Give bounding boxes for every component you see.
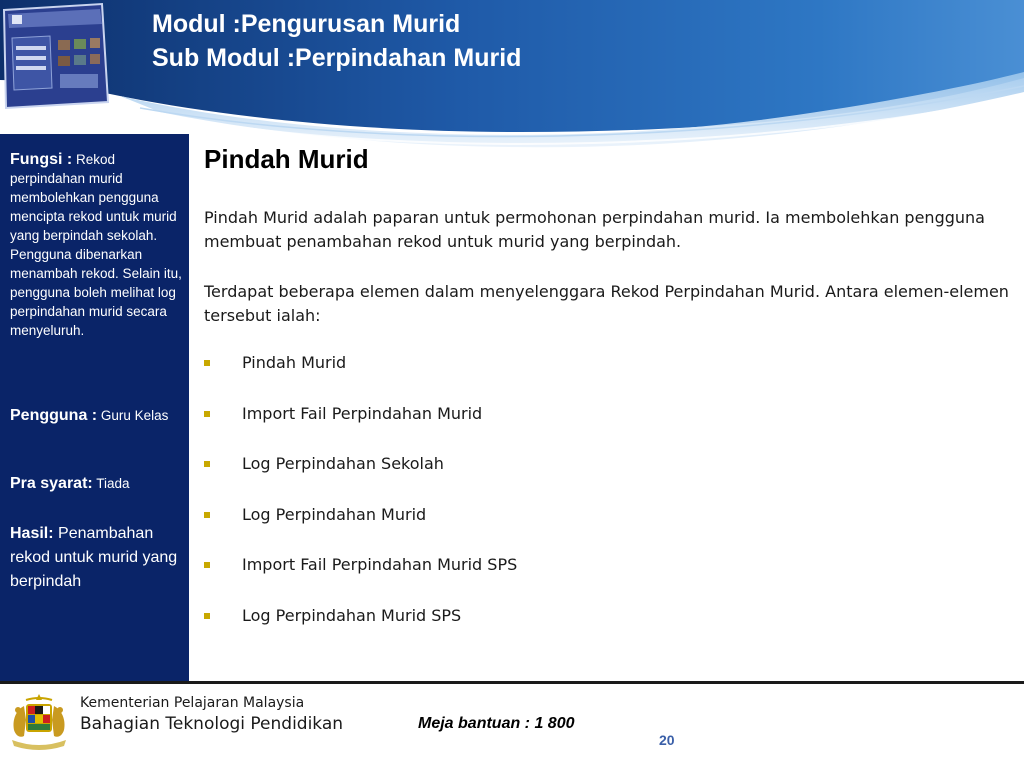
list-item-label: Log Perpindahan Murid [242, 505, 427, 524]
bullet-icon [204, 411, 210, 417]
prasyarat-label: Pra syarat: [10, 475, 93, 492]
slide-number: 20 [659, 732, 675, 748]
bullet-icon [204, 613, 210, 619]
pengguna-label: Pengguna : [10, 407, 98, 424]
intro-paragraph: Pindah Murid adalah paparan untuk permohonan perpindahan murid. Ia membolehkan pengguna membuat penambahan rekod untuk murid yang berpindah. [204, 208, 985, 251]
fungsi-block [10, 150, 192, 340]
fungsi-text: Rekod perpindahan murid membolehkan pengguna mencipta rekod untuk murid yang berpindah sekolah. Pengguna dibenarkan menambah rekod. Selain itu, pengguna boleh melihat log perpindahan murid secara menyeluruh. [10, 152, 182, 338]
module-title: Modul :Pengurusan Murid [152, 10, 461, 38]
prasyarat-block [10, 475, 192, 493]
hasil-block [10, 522, 192, 594]
helpdesk-number: Meja bantuan : 1 800 [418, 715, 575, 732]
bullet-icon [204, 512, 210, 518]
submodule-title: Sub Modul :Perpindahan Murid [152, 44, 522, 72]
content-title: Pindah Murid [204, 144, 369, 174]
elements-paragraph: Terdapat beberapa elemen dalam menyelenggara Rekod Perpindahan Murid. Antara elemen-elemen tersebut ialah: [204, 282, 1009, 325]
list-item-label: Pindah Murid [242, 353, 347, 372]
malaysia-crest-icon [4, 690, 74, 752]
list-item-label: Log Perpindahan Murid SPS [242, 606, 462, 625]
pengguna-block [10, 403, 192, 428]
system-screenshot-thumbnail [2, 2, 110, 110]
bullet-icon [204, 360, 210, 366]
ministry-name: Kementerian Pelajaran Malaysia [80, 695, 305, 711]
bullet-icon [204, 562, 210, 568]
footer-divider [0, 681, 1024, 684]
bullet-icon [204, 461, 210, 467]
info-sidebar [0, 134, 189, 682]
division-name: Bahagian Teknologi Pendidikan [80, 714, 344, 734]
pengguna-text: Guru Kelas [97, 408, 169, 423]
fungsi-label: Fungsi : [10, 151, 73, 168]
prasyarat-text: Tiada [92, 476, 130, 491]
list-item-label: Log Perpindahan Sekolah [242, 454, 444, 473]
hasil-label: Hasil: [10, 525, 54, 542]
list-item-label: Import Fail Perpindahan Murid SPS [242, 555, 518, 574]
list-item-label: Import Fail Perpindahan Murid [242, 404, 483, 423]
hasil-text: Penambahan rekod untuk murid yang berpindah [10, 525, 178, 590]
